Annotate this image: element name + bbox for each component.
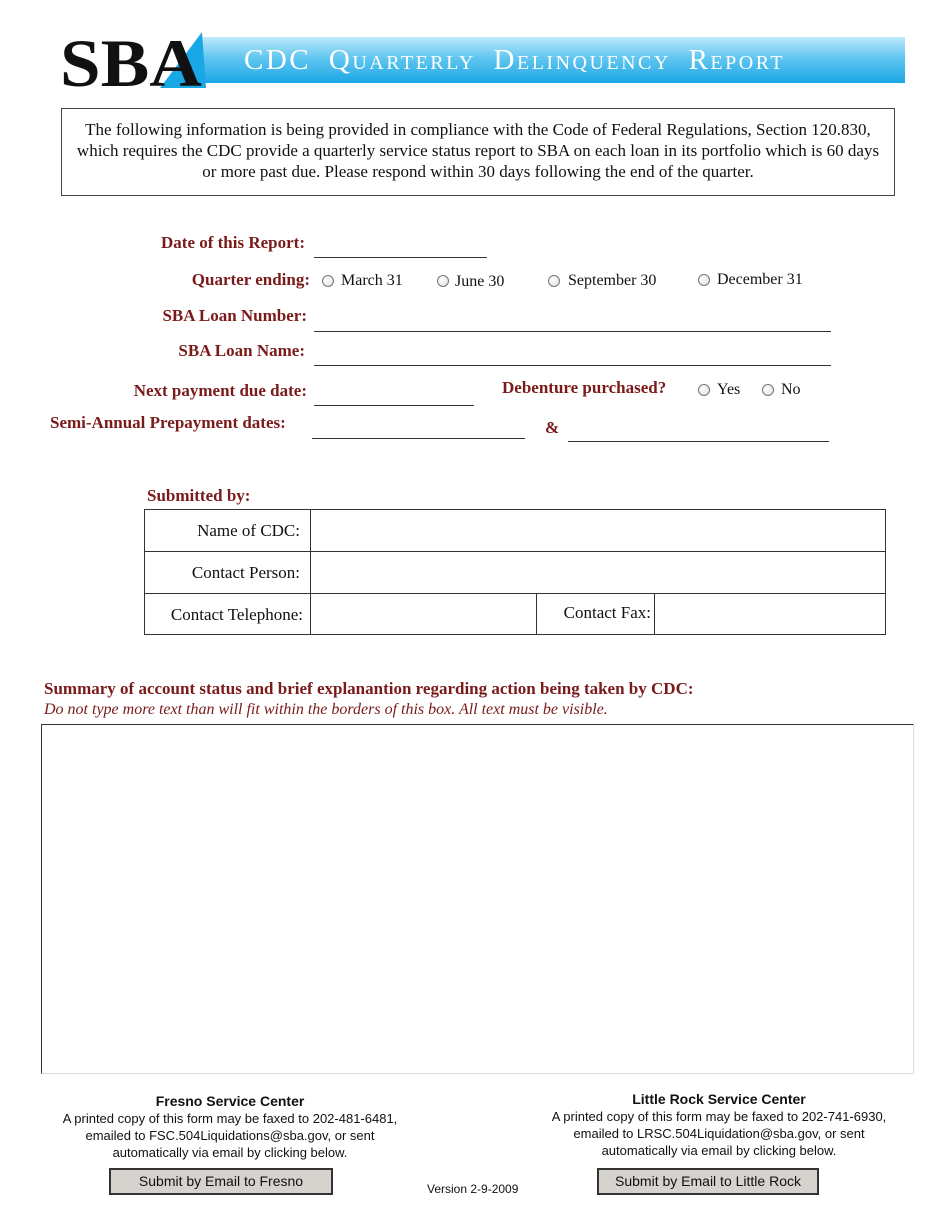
intro-text: The following information is being provided in compliance with the Code of Federal Regulations, Section 120.830, which requires the CDC provide a quarterly service status report to SBA on each loan in its portfolio which is 60 days or more past due. Please respond within 30 days following the end of the quarter.	[61, 108, 895, 196]
contact-person-input[interactable]	[312, 553, 884, 592]
summary-heading: Summary of account status and brief explanantion regarding action being taken by CDC:	[44, 679, 694, 698]
report-date-label: Date of this Report:	[161, 233, 305, 252]
logo-text: SBA	[60, 30, 202, 90]
summary-note: Do not type more text than will fit within the borders of this box. All text must be visible.	[44, 701, 608, 718]
contact-telephone-label: Contact Telephone:	[170, 605, 303, 624]
debenture-radio-no[interactable]	[762, 384, 774, 396]
quarter-radio-september[interactable]	[548, 275, 560, 287]
fresno-line-1: A printed copy of this form may be faxed to 202-481-6481,	[62, 1111, 398, 1126]
debenture-option-yes: Yes	[717, 381, 741, 398]
contact-person-label: Contact Person:	[191, 563, 300, 582]
submit-fresno-button[interactable]: Submit by Email to Fresno	[109, 1168, 333, 1195]
next-payment-label: Next payment due date:	[133, 381, 307, 400]
debenture-option-no: No	[781, 381, 801, 398]
loan-name-input[interactable]	[314, 365, 831, 366]
page-title: CDC Quarterly Delinquency Report	[244, 44, 786, 76]
next-payment-input[interactable]	[314, 405, 474, 406]
quarter-option-september: September 30	[568, 272, 657, 289]
fresno-line-2: emailed to FSC.504Liquidations@sba.gov, or sent	[85, 1128, 375, 1143]
sba-logo	[60, 30, 210, 90]
submitted-heading: Submitted by:	[147, 486, 251, 505]
prepayment-date-2-input[interactable]	[568, 441, 829, 442]
loan-number-input[interactable]	[314, 331, 831, 332]
loan-name-label: SBA Loan Name:	[178, 341, 305, 360]
report-date-input[interactable]	[314, 257, 487, 258]
quarter-label: Quarter ending:	[191, 270, 310, 289]
quarter-radio-march[interactable]	[322, 275, 334, 287]
cdc-name-input[interactable]	[312, 511, 884, 550]
prepayment-label: Semi-Annual Prepayment dates:	[50, 413, 286, 432]
quarter-radio-december[interactable]	[698, 274, 710, 286]
contact-fax-label: Contact Fax:	[563, 603, 651, 622]
debenture-label: Debenture purchased?	[502, 378, 667, 397]
version-label: Version 2-9-2009	[427, 1182, 519, 1196]
contact-telephone-input[interactable]	[312, 595, 534, 633]
submit-little-rock-button[interactable]: Submit by Email to Little Rock	[597, 1168, 819, 1195]
quarter-option-june: June 30	[455, 273, 505, 290]
quarter-radio-june[interactable]	[437, 275, 449, 287]
little-rock-line-3: automatically via email by clicking below.	[601, 1143, 837, 1158]
little-rock-line-1: A printed copy of this form may be faxed to 202-741-6930,	[551, 1109, 887, 1124]
little-rock-title: Little Rock Service Center	[632, 1091, 806, 1107]
fresno-line-3: automatically via email by clicking below.	[112, 1145, 348, 1160]
fresno-center	[40, 1093, 420, 1161]
summary-textarea[interactable]	[41, 724, 914, 1074]
quarter-option-december: December 31	[717, 271, 803, 288]
prepayment-and: &	[545, 418, 560, 437]
contact-fax-input[interactable]	[656, 595, 884, 633]
submitted-table	[144, 509, 886, 635]
loan-number-label: SBA Loan Number:	[162, 306, 307, 325]
debenture-radio-yes[interactable]	[698, 384, 710, 396]
cdc-name-label: Name of CDC:	[197, 521, 300, 540]
little-rock-line-2: emailed to LRSC.504Liquidation@sba.gov, or sent	[573, 1126, 865, 1141]
fresno-title: Fresno Service Center	[155, 1093, 305, 1109]
prepayment-date-1-input[interactable]	[312, 438, 525, 439]
quarter-option-march: March 31	[341, 272, 403, 289]
little-rock-center	[530, 1091, 908, 1159]
